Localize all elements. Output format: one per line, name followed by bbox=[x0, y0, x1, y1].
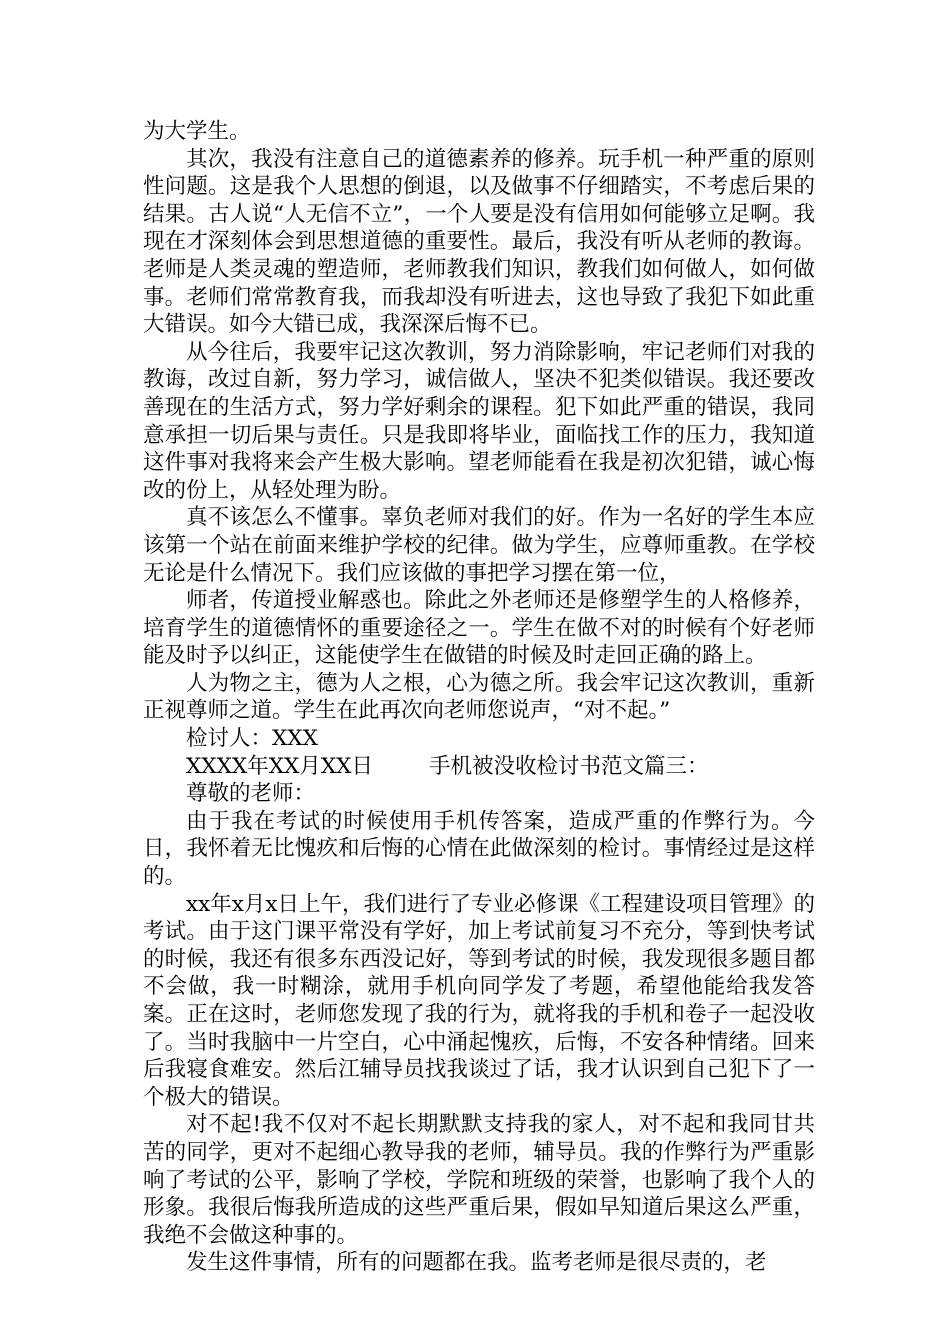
paragraph: 为大学生。 bbox=[143, 119, 251, 144]
paragraph: 其次，我没有注意自己的道德素养的修养。玩手机一种严重的原则性问题。这是我个人思想的倒退，以及做事不仔细踏实，不考虑后果的结果。古人说“人无信不立”，一个人要是没有信用如何能够立足啊。我现在才深刻体会到思想道德的重要性。最后，我没有听从老师的教诲。老师是人类灵魂的塑造师，老师教我们知识，教我们如何做人，如何做事。老师们常常教育我，而我却没有听进去，这也导致了我犯下如此重大错误。如今大错已成，我深深后悔不已。 bbox=[143, 146, 815, 338]
paragraph: 由于我在考试的时候使用手机传答案，造成严重的作弊行为。今日，我怀着无比愧疚和后悔的心情在此做深刻的检讨。事情经过是这样的。 bbox=[143, 808, 815, 890]
paragraph: 人为物之主，德为人之根，心为德之所。我会牢记这次教训，重新正视尊师之道。学生在此再次向老师您说声，“对不起。” bbox=[143, 670, 815, 724]
paragraph: 发生这件事情，所有的问题都在我。监考老师是很尽责的，老 bbox=[186, 1250, 767, 1276]
paragraph: 真不该怎么不懂事。辜负老师对我们的好。作为一名好的学生本应该第一个站在前面来维护学校的纪律。做为学生，应尊师重教。在学校无论是什么情况下。我们应该做的事把学习摆在第一位， bbox=[143, 505, 815, 586]
signature-line: 检讨人：XXX bbox=[186, 726, 318, 752]
date-heading-line bbox=[143, 753, 815, 781]
section-heading: 手机被没收检讨书范文篇三： bbox=[428, 753, 709, 779]
paragraph: 从今往后，我要牢记这次教训，努力消除影响，牢记老师们对我的教诲，改过自新，努力学习，诚信做人，坚决不犯类似错误。我还要改善现在的生活方式，努力学好剩余的课程。犯下如此严重的错误，我同意承担一切后果与责任。只是我即将毕业，面临找工作的压力，我知道这件事对我将来会产生极大影响。望老师能看在我是初次犯错，诚心悔改的份上，从轻处理为盼。 bbox=[143, 339, 815, 503]
date-text: XXXX年XX月XX日 bbox=[186, 753, 373, 779]
paragraph: xx年x月x日上午，我们进行了专业必修课《工程建设项目管理》的考试。由于这门课平常没有学好，加上考试前复习不充分，等到快考试的时候，我还有很多东西没记好，等到考试的时候，我发现很多题目都不会做，我一时糊涂，就用手机向同学发了考题，希望他能给我发答案。正在这时，老师您发现了我的行为，就将我的手机和卷子一起没收了。当时我脑中一片空白，心中涌起愧疚，后悔，不安各种情绪。回来后我寝食难安。然后江辅导员找我谈过了话，我才认识到自己犯下了一个极大的错误。 bbox=[143, 891, 816, 1110]
document-body bbox=[143, 118, 815, 1277]
salutation: 尊敬的老师： bbox=[186, 781, 316, 807]
paragraph: 对不起!我不仅对不起长期默默支持我的家人，对不起和我同甘共苦的同学，更对不起细心教导我的老师，辅导员。我的作弊行为严重影响了考试的公平，影响了学校，学院和班级的荣誉，也影响了我个人的形象。我很后悔我所造成的这些严重后果，假如早知道后果这么严重，我绝不会做这种事的。 bbox=[143, 1112, 815, 1248]
paragraph: 师者，传道授业解惑也。除此之外老师还是修塑学生的人格修养，培育学生的道德情怀的重要途径之一。学生在做不对的时候有个好老师能及时予以纠正，这能使学生在做错的时候及时走回正确的路上。 bbox=[143, 588, 815, 669]
